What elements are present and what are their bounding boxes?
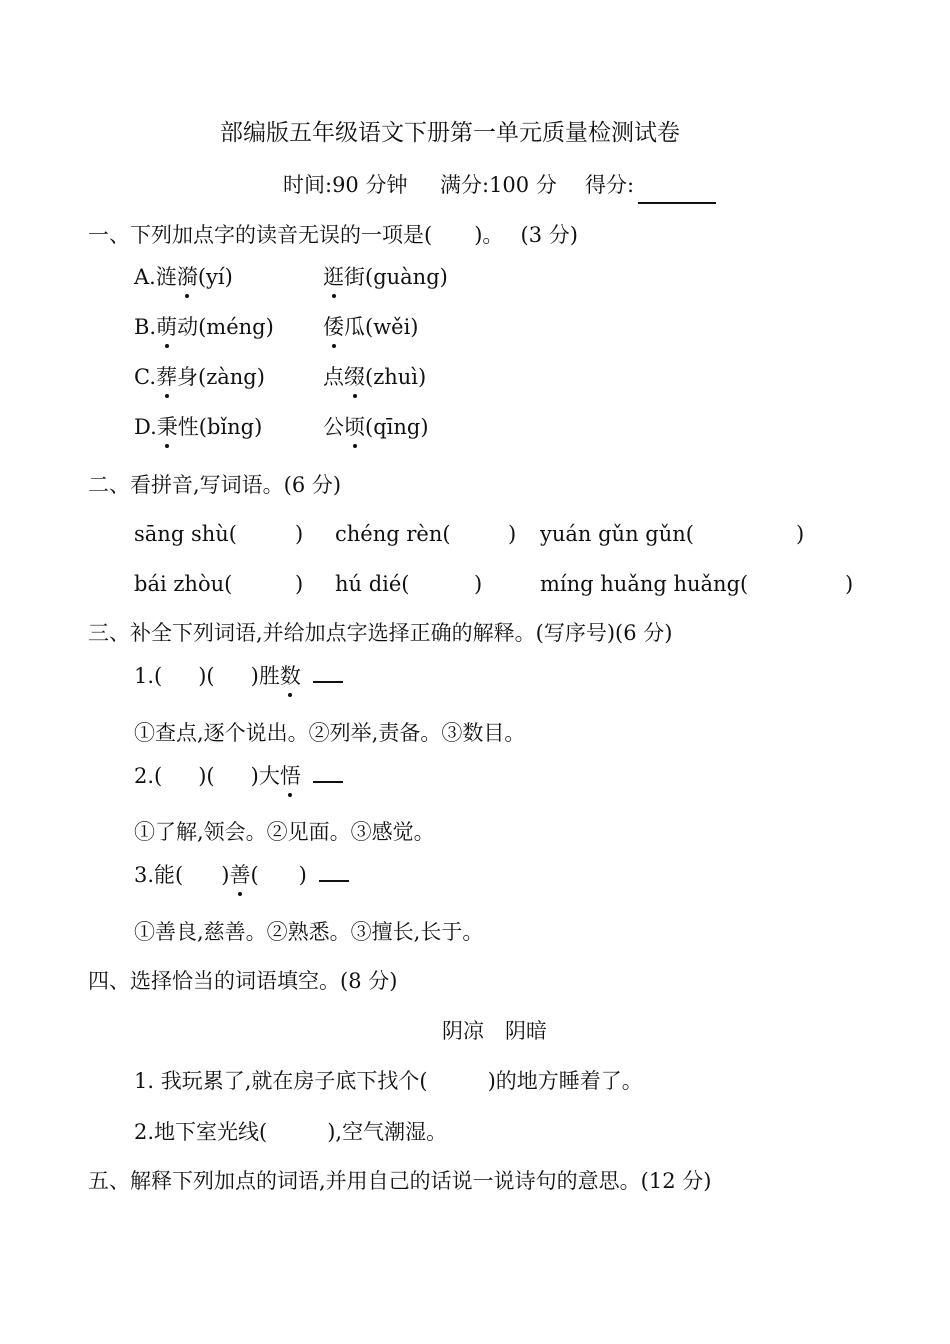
q4-stem: 四、选择恰当的词语填空。(8 分): [88, 969, 398, 993]
q2-pinyin-1: sāng shù(: [134, 522, 237, 546]
q5-stem: 五、解释下列加点的词语,并用自己的话说一说诗句的意思。(12 分): [88, 1169, 712, 1193]
q2-blank-6-close[interactable]: ): [845, 572, 854, 596]
q4-choices: 阴凉 阴暗: [442, 1019, 547, 1043]
score-blank[interactable]: [638, 182, 716, 204]
q3-item-1-explain: ①查点,逐个说出。②列举,责备。③数目。: [134, 721, 526, 745]
q2-pinyin-3: yuán gǔn gǔn(: [540, 522, 694, 546]
q1-option-c-word2: 点缀(zhuì): [323, 365, 427, 389]
q3-item-3-explain: ①善良,慈善。②熟悉。③擅长,长于。: [134, 920, 484, 944]
q3-item-1[interactable]: 1.( )( )胜数: [134, 663, 343, 689]
q3-item-2-answer[interactable]: [313, 763, 343, 783]
page-title: 部编版五年级语文下册第一单元质量检测试卷: [220, 120, 680, 146]
q3-stem: 三、补全下列词语,并给加点字选择正确的解释。(写序号)(6 分): [88, 621, 673, 645]
exam-full-score: 满分:100 分: [440, 173, 557, 197]
q1-option-d-word2: 公顷(qīng): [323, 415, 429, 439]
q2-pinyin-5: hú dié(: [335, 572, 410, 596]
q2-pinyin-6: míng huǎng huǎng(: [540, 572, 749, 596]
q2-blank-4-close[interactable]: ): [295, 572, 304, 596]
q2-pinyin-4: bái zhòu(: [134, 572, 233, 596]
exam-score-label: 得分:: [585, 173, 635, 197]
q2-pinyin-2: chéng rèn(: [335, 522, 451, 546]
q2-blank-1-close[interactable]: ): [295, 522, 304, 546]
exam-time: 时间:90 分钟: [283, 173, 408, 197]
q1-option-b-word2: 倭瓜(wěi): [323, 315, 419, 339]
q3-item-3-answer[interactable]: [319, 862, 349, 882]
q1-option-b[interactable]: B.萌动(méng): [134, 315, 274, 339]
q3-item-3[interactable]: 3.能( )善( ): [134, 862, 349, 888]
q2-blank-3-close[interactable]: ): [796, 522, 805, 546]
q2-stem: 二、看拼音,写词语。(6 分): [88, 473, 342, 497]
q1-option-a-word2: 逛街(guàng): [323, 265, 448, 289]
q3-item-2[interactable]: 2.( )( )大悟: [134, 763, 343, 789]
q3-item-1-answer[interactable]: [313, 663, 343, 683]
q4-sentence-2[interactable]: 2.地下室光线( ),空气潮湿。: [134, 1120, 448, 1144]
q1-option-a[interactable]: A.涟漪(yí): [134, 265, 233, 289]
q1-stem: 一、下列加点字的读音无误的一项是( )。 (3 分): [88, 223, 578, 247]
q1-option-c[interactable]: C.葬身(zàng): [134, 365, 265, 389]
q2-blank-2-close[interactable]: ): [508, 522, 517, 546]
q1-option-d[interactable]: D.秉性(bǐng): [134, 415, 263, 439]
q3-item-2-explain: ①了解,领会。②见面。③感觉。: [134, 820, 435, 844]
q2-blank-5-close[interactable]: ): [474, 572, 483, 596]
q4-sentence-1[interactable]: 1. 我玩累了,就在房子底下找个( )的地方睡着了。: [134, 1069, 643, 1093]
